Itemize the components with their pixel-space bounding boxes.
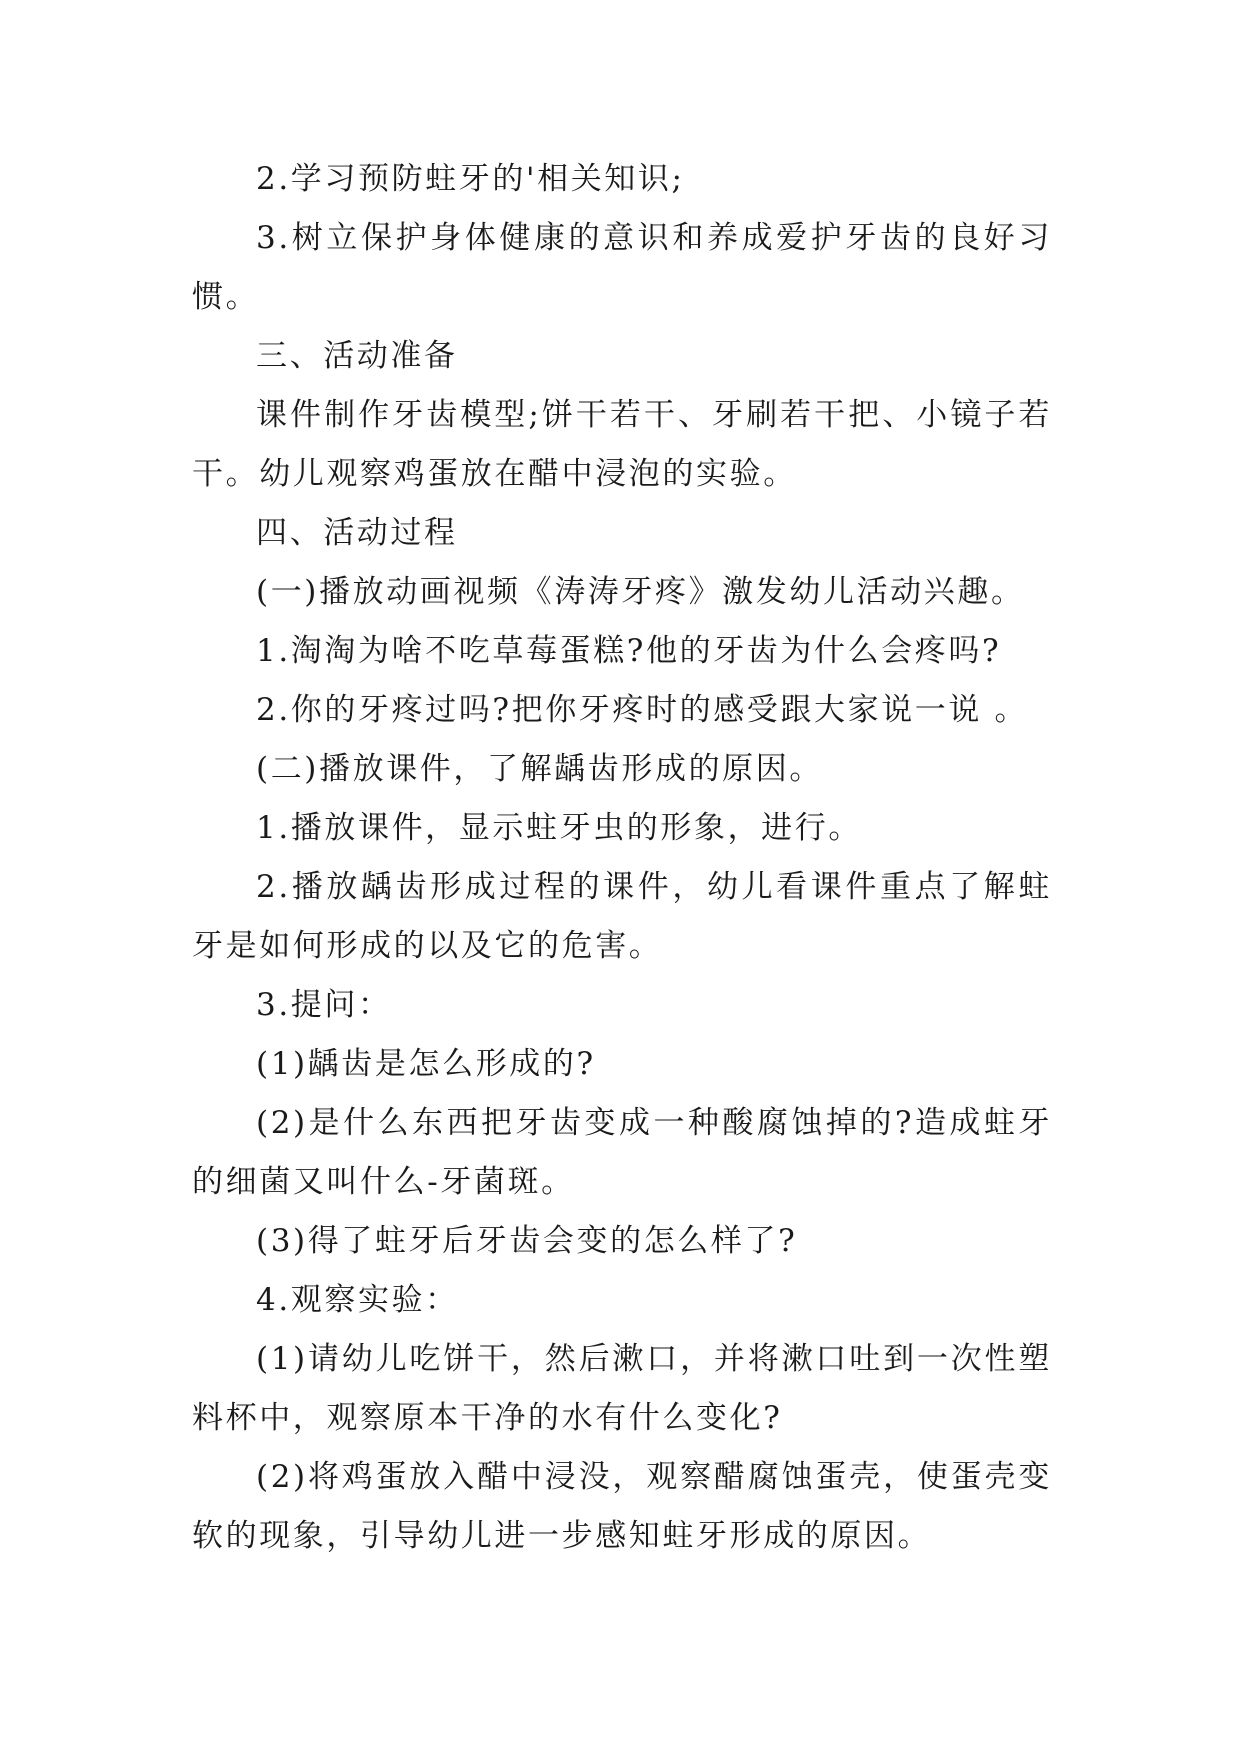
step-observe-experiment: 4.观察实验： [256, 1282, 459, 1318]
question-what-corrodes-teeth: (2)是什么东西把牙齿变成一种酸腐蚀掉的?造成蛀牙的细菌又叫什么-牙菌斑。 [192, 1105, 1052, 1200]
experiment-rinse-mouth: (1)请幼儿吃饼干，然后漱口，并将漱口吐到一次性塑料杯中，观察原本干净的水有什么变化? [192, 1341, 1052, 1436]
subheading-play-video: (一)播放动画视频《涛涛牙疼》激发幼儿活动兴趣。 [256, 574, 1025, 610]
step-cavity-formation: 2.播放龋齿形成过程的课件，幼儿看课件重点了解蛀牙是如何形成的以及它的危害。 [192, 869, 1052, 964]
question-how-caries-form: (1)龋齿是怎么形成的? [256, 1046, 596, 1082]
section-heading-process: 四、活动过程 [256, 515, 458, 551]
paragraph-preparation-materials: 课件制作牙齿模型;饼干若干、牙刷若干把、小镜子若干。幼儿观察鸡蛋放在醋中浸泡的实验。 [192, 397, 1052, 492]
question-toothache-feeling: 2.你的牙疼过吗?把你牙疼时的感受跟大家说一说 。 [256, 692, 1029, 728]
step-show-cavity-bug: 1.播放课件，显示蛀牙虫的形象，进行。 [256, 810, 862, 846]
section-heading-preparation: 三、活动准备 [256, 338, 458, 374]
paragraph-health-awareness: 3.树立保护身体健康的意识和养成爱护牙齿的良好习惯。 [192, 220, 1052, 315]
document-body [192, 150, 1052, 1566]
paragraph-learn-prevention: 2.学习预防蛀牙的'相关知识; [256, 161, 685, 197]
subheading-play-courseware: (二)播放课件，了解龋齿形成的原因。 [256, 751, 823, 787]
step-questions: 3.提问： [256, 987, 392, 1023]
question-taotao-cake: 1.淘淘为啥不吃草莓蛋糕?他的牙齿为什么会疼吗? [256, 633, 1002, 669]
experiment-egg-vinegar: (2)将鸡蛋放入醋中浸没，观察醋腐蚀蛋壳，使蛋壳变软的现象，引导幼儿进一步感知蛀牙形成的原因。 [192, 1459, 1052, 1554]
question-teeth-after-cavity: (3)得了蛀牙后牙齿会变的怎么样了? [256, 1223, 798, 1259]
